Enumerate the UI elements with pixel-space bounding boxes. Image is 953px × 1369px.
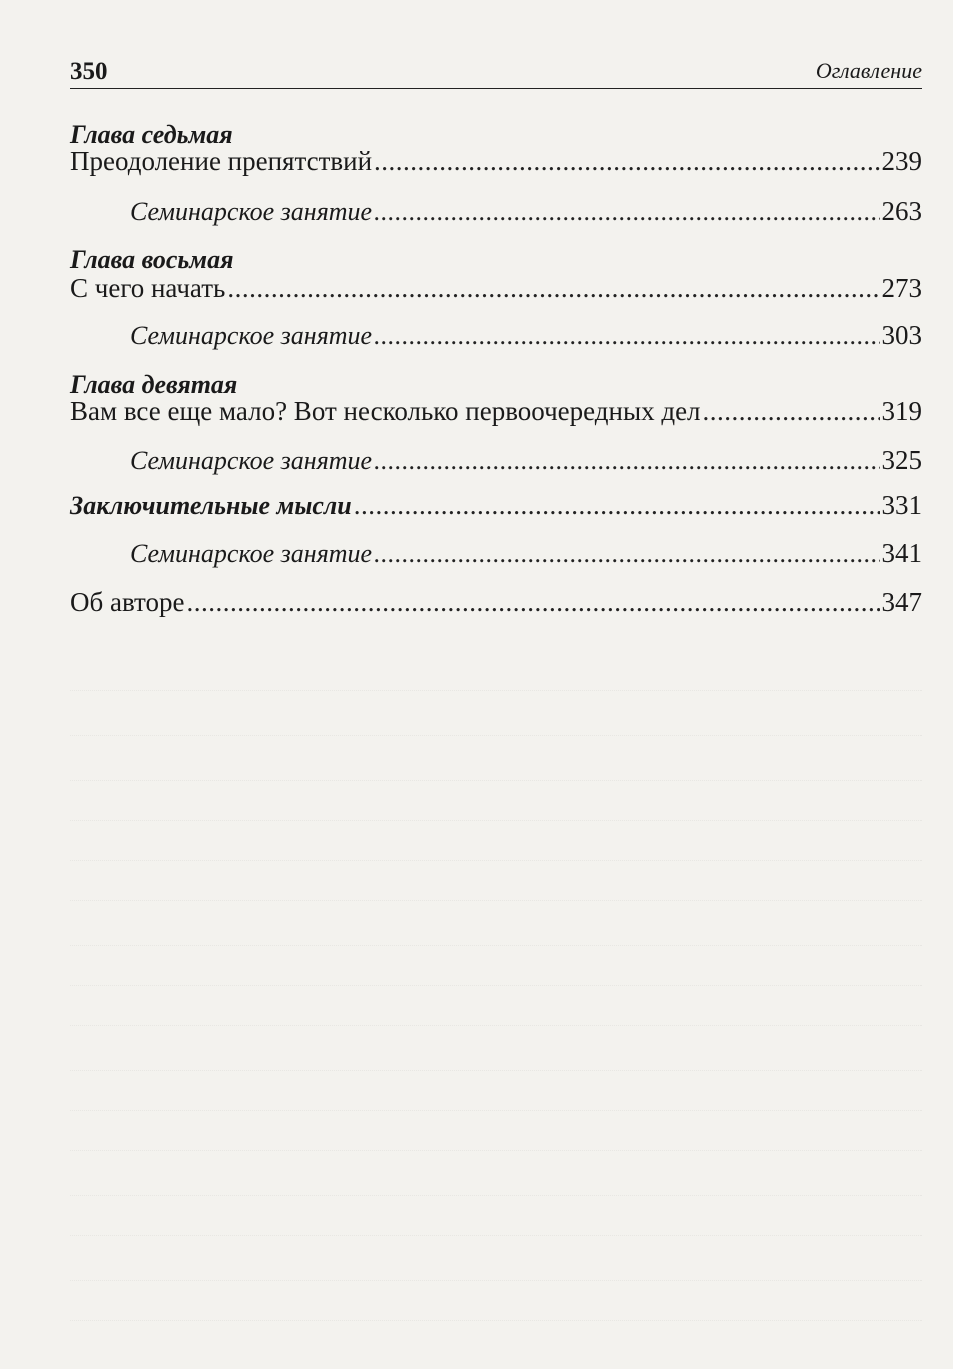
page-header (70, 58, 922, 89)
chapter-heading: Глава седьмая (70, 120, 233, 149)
entry-title: Семинарское занятие (130, 197, 373, 226)
dot-leader (374, 321, 879, 351)
toc-entry (70, 396, 922, 427)
dot-leader (354, 490, 880, 521)
entry-page: 341 (881, 538, 922, 568)
dot-leader (186, 587, 879, 618)
entry-title: Семинарское занятие (130, 321, 373, 350)
entry-page: 325 (881, 445, 922, 475)
entry-page: 303 (881, 320, 922, 350)
dot-leader (374, 446, 879, 476)
dot-leader (703, 396, 880, 427)
dot-leader (374, 146, 879, 177)
toc-subentry (130, 196, 922, 227)
dot-leader (227, 273, 879, 304)
toc-entry (70, 146, 922, 177)
dot-leader (374, 197, 879, 227)
toc-subentry (130, 445, 922, 476)
toc-entry (70, 273, 922, 304)
entry-title: Об авторе (70, 587, 185, 617)
entry-page: 347 (881, 587, 922, 617)
entry-title: Заключительные мысли (70, 491, 352, 520)
toc-entry (70, 587, 922, 618)
bleed-through-text (70, 640, 922, 1360)
toc-subentry (130, 320, 922, 351)
entry-page: 319 (881, 396, 922, 426)
toc-entry (70, 490, 922, 521)
dot-leader (374, 539, 879, 569)
entry-page: 273 (881, 273, 922, 303)
chapter-heading: Глава девятая (70, 370, 238, 399)
running-title: Оглавление (815, 58, 922, 83)
entry-page: 263 (881, 196, 922, 226)
entry-title: Преодоление препятствий (70, 146, 373, 176)
page-number: 350 (70, 58, 108, 85)
entry-page: 331 (881, 490, 922, 520)
entry-title: Вам все еще мало? Вот несколько первоочередных дел (70, 396, 701, 426)
toc-subentry (130, 538, 922, 569)
entry-title: Семинарское занятие (130, 446, 373, 475)
entry-page: 239 (881, 146, 922, 176)
chapter-heading: Глава восьмая (70, 245, 234, 274)
entry-title: Семинарское занятие (130, 539, 373, 568)
entry-title: С чего начать (70, 273, 226, 303)
